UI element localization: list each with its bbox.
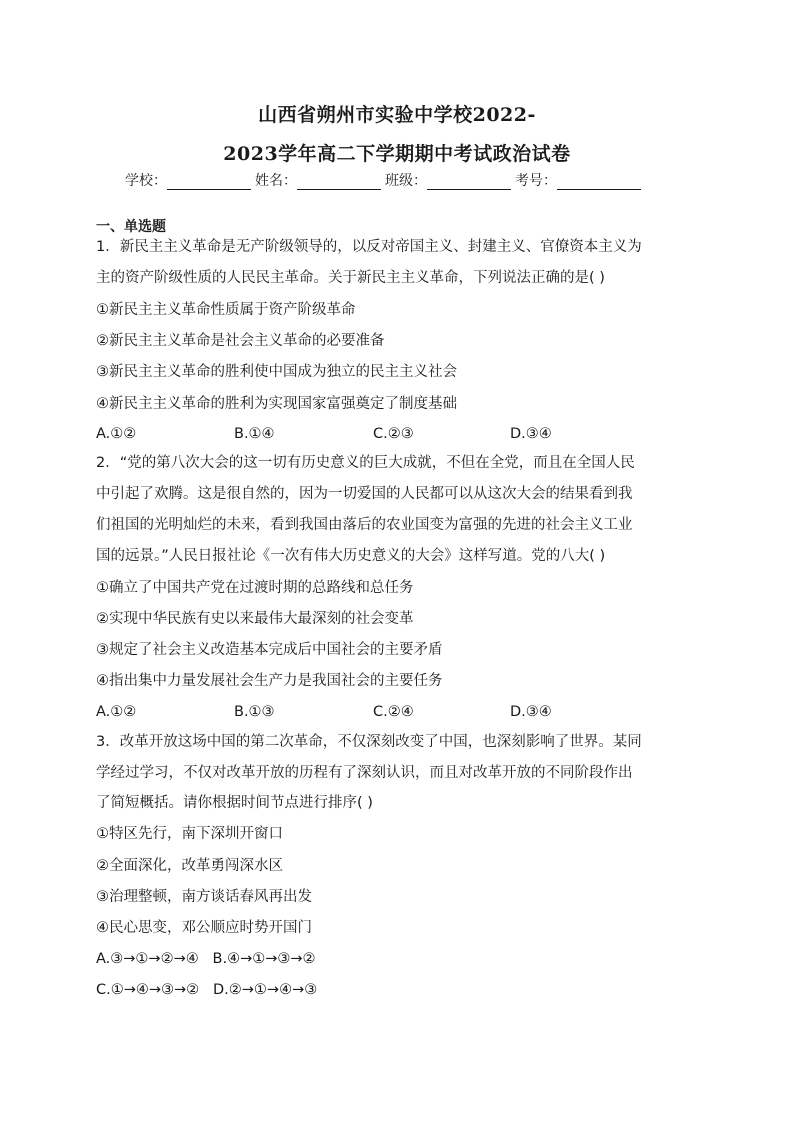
question-3-item: ④民心思变，邓公顺应时势开国门 xyxy=(96,920,312,936)
option-d[interactable]: D.③④ xyxy=(510,426,552,442)
question-1-options xyxy=(96,424,696,444)
option-b[interactable]: B.①③ xyxy=(234,704,275,720)
question-3-stem-line: 学经过学习，不仅对改革开放的历程有了深刻认识，而且对改革开放的不同阶段作出 xyxy=(96,765,633,781)
question-3-stem-line: 了简短概括。请你根据时间节点进行排序( ) xyxy=(96,795,373,811)
question-1-stem-line: 1．新民主主义革命是无产阶级领导的，以反对帝国主义、封建主义、官僚资本主义为 xyxy=(96,239,642,255)
question-1-stem-line: 主的资产阶级性质的人民民主革命。关于新民主主义革命，下列说法正确的是( ) xyxy=(96,270,605,286)
student-info-row xyxy=(125,170,685,190)
question-3-options-line[interactable]: A.③→①→②→④ B.④→①→③→② xyxy=(96,951,316,967)
question-2-item: ④指出集中力量发展社会生产力是我国社会的主要任务 xyxy=(96,673,443,689)
option-c[interactable]: C.②③ xyxy=(373,426,414,442)
question-2-stem-line: 们祖国的光明灿烂的未来，看到我国由落后的农业国变为富强的先进的社会主义工业 xyxy=(96,517,633,533)
section-heading: 一、单选题 xyxy=(96,219,166,235)
question-3-item: ②全面深化，改革勇闯深水区 xyxy=(96,858,283,874)
number-blank[interactable] xyxy=(557,175,641,190)
option-a[interactable]: A.①② xyxy=(96,704,137,720)
option-b[interactable]: B.①④ xyxy=(234,426,275,442)
question-2-stem-line: 2．“党的第八次大会的这一切有历史意义的巨大成就，不但在全党，而且在全国人民 xyxy=(96,455,635,471)
school-label: 学校： xyxy=(125,173,167,189)
option-c[interactable]: C.②④ xyxy=(373,704,414,720)
option-a[interactable]: A.①② xyxy=(96,426,137,442)
name-blank[interactable] xyxy=(297,175,381,190)
question-2-options xyxy=(96,702,696,722)
question-3-item: ③治理整顿，南方谈话春风再出发 xyxy=(96,889,312,905)
option-d[interactable]: D.③④ xyxy=(510,704,552,720)
question-2-item: ①确立了中国共产党在过渡时期的总路线和总任务 xyxy=(96,580,414,596)
question-3-item: ①特区先行，南下深圳开窗口 xyxy=(96,826,283,842)
question-3-stem-line: 3．改革开放这场中国的第二次革命，不仅深刻改变了中国，也深刻影响了世界。某同 xyxy=(96,734,642,750)
question-3-options-line[interactable]: C.①→④→③→② D.②→①→④→③ xyxy=(96,982,318,998)
exam-title-line-1: 山西省朔州市实验中学校2022- xyxy=(258,104,536,126)
exam-title-line-2: 2023学年高二下学期期中考试政治试卷 xyxy=(223,143,571,165)
class-blank[interactable] xyxy=(427,175,511,190)
name-label: 姓名： xyxy=(255,173,297,189)
question-2-item: ②实现中华民族有史以来最伟大最深刻的社会变革 xyxy=(96,611,414,627)
question-2-stem-line: 中引起了欢腾。这是很自然的，因为一切爱国的人民都可以从这次大会的结果看到我 xyxy=(96,486,633,502)
question-1-item: ④新民主主义革命的胜利为实现国家富强奠定了制度基础 xyxy=(96,396,457,412)
school-blank[interactable] xyxy=(167,175,251,190)
class-label: 班级： xyxy=(385,173,427,189)
question-2-item: ③规定了社会主义改造基本完成后中国社会的主要矛盾 xyxy=(96,642,443,658)
number-label: 考号： xyxy=(515,173,557,189)
question-1-item: ①新民主主义革命性质属于资产阶级革命 xyxy=(96,302,356,318)
question-1-item: ②新民主主义革命是社会主义革命的必要准备 xyxy=(96,333,385,349)
question-1-item: ③新民主主义革命的胜利使中国成为独立的民主主义社会 xyxy=(96,364,457,380)
question-2-stem-line: 国的远景。”人民日报社论《一次有伟大历史意义的大会》这样写道。党的八大( ) xyxy=(96,548,606,564)
